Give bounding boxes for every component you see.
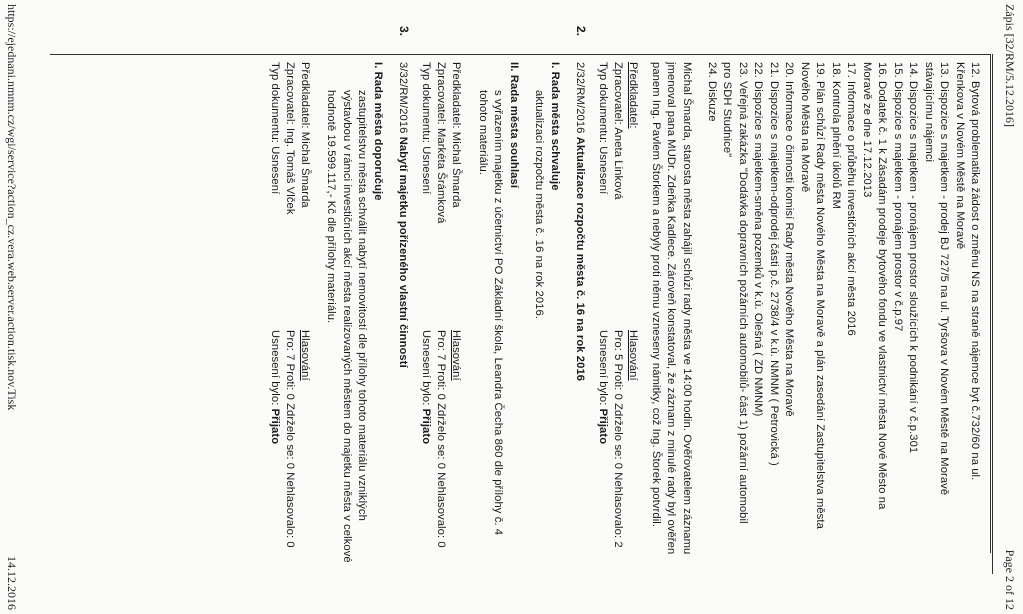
item-title-text: Aktualizace rozpočtu města č. 16 na rok 2016 xyxy=(574,136,586,382)
resolution-status xyxy=(597,330,609,444)
agenda-line: pro SDH Studnice" xyxy=(721,62,733,158)
agenda-line: 15. Dispozice s majetkem - pronájem prostor v č.p.97 xyxy=(892,62,904,332)
vote-heading: Hlasování xyxy=(299,330,311,381)
agenda-line: 23. Veřejná zakázka "Dodávka dopravních požárních automobilů- část 1) požární automobil xyxy=(737,62,749,524)
item-title-text: Nabytí majetku pořízeného vlastní činností xyxy=(397,136,409,368)
item-number: 2. xyxy=(574,26,588,37)
vote-result-counts: Pro: 7 Proti: 0 Zdrželo se: 0 Nehlasovalo: 0 xyxy=(284,330,296,548)
agenda-line: stávajícímu nájemci xyxy=(923,62,935,163)
resolution-result: Přijato xyxy=(420,408,432,445)
section-text: výstavbou v rámci investičních akcí města realizovaných městem do majetku města v celkové xyxy=(341,90,353,563)
section-text: hodnotě 19.599.117,- Kč dle přílohy materiálu. xyxy=(325,90,337,324)
processor: Zpracovatel: Markéta Šrámková xyxy=(435,62,447,224)
top-rule xyxy=(992,54,993,574)
resolution-status xyxy=(269,330,281,444)
intro-line: jmenoval pana MUDr. Zdeňka Kadlece. Zároveň konstatoval, že záznam z minulé rady byl ověřen xyxy=(665,62,677,555)
resolution-prefix: Usnesení bylo: xyxy=(597,330,609,409)
processor: Zpracovatel: Ing. Tomáš Vlček xyxy=(284,62,296,215)
header-title: Zápis [32/RM/5.12.2016] xyxy=(1003,4,1017,127)
resolution-result: Přijato xyxy=(597,408,609,445)
section-heading: I. Rada města schvaluje xyxy=(549,62,561,191)
agenda-line: 17. Informace o průběhu investičních akcí města 2016 xyxy=(845,62,857,336)
agenda-line: 13. Dispozice s majetkem - prodej BJ 727/5 na ul. Tyršova v Novém Městě na Moravě xyxy=(938,62,950,496)
document-type: Typ dokumentu: Usnesení xyxy=(269,62,281,195)
section-text: s vyřazením majetku z účetnictví PO Základní škola, Leandra Čecha 860 dle přílohy č. 4 xyxy=(492,90,504,536)
agenda-line: 14. Dispozice s majetkem - pronájem prostor sloužících k podnikání v č.p.301 xyxy=(907,62,919,454)
agenda-line: 22. Dispozice s majetkem-směna pozemků v k.ú. Olešná ( ZD NMNM) xyxy=(752,62,764,417)
section-text: aktualizaci rozpočtu města č. 16 na rok 2016. xyxy=(533,90,545,319)
footer-date: 14.12.2016 xyxy=(5,556,19,610)
item-code: 3/32/RM/2016 xyxy=(397,62,409,137)
section-text: tohoto materiálu. xyxy=(477,90,489,176)
item-title xyxy=(574,62,586,381)
footer-url: https://ejednani.nmnm.cz/wgi/service?action_cz.vera.web.server.action.tisk.nov.Tisk xyxy=(5,4,19,411)
proposer: Předkladatel: Michal Šmarda xyxy=(299,62,311,208)
processor: Zpracovatel: Aneta Linková xyxy=(612,62,624,200)
resolution-status xyxy=(420,330,432,444)
item-code: 2/32/RM/2016 xyxy=(574,62,586,137)
resolution-result: Přijato xyxy=(269,408,281,445)
header-page-number: Page 2 of 12 xyxy=(1003,549,1017,610)
resolution-prefix: Usnesení bylo: xyxy=(420,330,432,409)
agenda-line: 18. Kontrola plnění úkolů RM xyxy=(830,62,842,210)
proposer: Předkladatel: Michal Šmarda xyxy=(450,62,462,208)
agenda-line: 16. Dodatek č. 1 k Zásadám prodeje bytového fondu ve vlastnictví města Nové Město na xyxy=(876,62,888,510)
vote-heading: Hlasování xyxy=(450,330,462,381)
section-heading: II. Rada města souhlasí xyxy=(508,62,520,189)
intro-line: panem Ing. Pavlem Štorkem a nebyly proti němu vzneseny námitky, což Ing. Štorek potvrdil. xyxy=(650,62,662,528)
item-title xyxy=(397,62,409,368)
section-heading: I. Rada města doporučuje xyxy=(372,62,384,201)
agenda-line: Moravě ze dne 17.12.2013 xyxy=(861,62,873,198)
document-type: Typ dokumentu: Usnesení xyxy=(420,62,432,195)
agenda-line: 24. Diskuze xyxy=(706,62,718,122)
agenda-line: Křenkova v Novém Městě na Moravě xyxy=(954,62,966,250)
proposer-label: Předkladatel: xyxy=(627,62,639,129)
intro-line: Michal Šmarda, starosta města zahájil schůzi rady města ve 14:00 hodin. Ověřovatelem záznamu xyxy=(681,62,693,555)
vote-heading: Hlasování xyxy=(627,330,639,381)
agenda-line: 19. Plán schůzí Rady města Nového Města na Moravě a plán zasedání Zastupitelstva města xyxy=(814,62,826,529)
agenda-line: 20. Informace o činnosti komisí Rady města Nového Města na Moravě xyxy=(783,62,795,417)
vote-result-counts: Pro: 5 Proti: 0 Zdrželo se: 0 Nehlasovalo: 2 xyxy=(612,330,624,548)
section-text: zastupitelstvu města schválit nabytí nemovitostí dle přílohy tohoto materiálu vzniklých xyxy=(356,90,368,521)
agenda-line: 21. Dispozice s majetkem-odprodej části p.č. 2738/4 v k.ú. NMNM ( Petrovická ) xyxy=(768,62,780,466)
resolution-prefix: Usnesení bylo: xyxy=(269,330,281,409)
document-type: Typ dokumentu: Usnesení xyxy=(597,62,609,195)
vote-result-counts: Pro: 7 Proti: 0 Zdrželo se: 0 Nehlasovalo: 0 xyxy=(435,330,447,548)
item-number: 3. xyxy=(397,26,411,37)
agenda-line: Nového Města na Moravě xyxy=(799,62,811,193)
agenda-line: 12. Bytová problematika žádost o změnu NS na straně nájemce byt č.732/60 na ul. xyxy=(969,62,981,481)
